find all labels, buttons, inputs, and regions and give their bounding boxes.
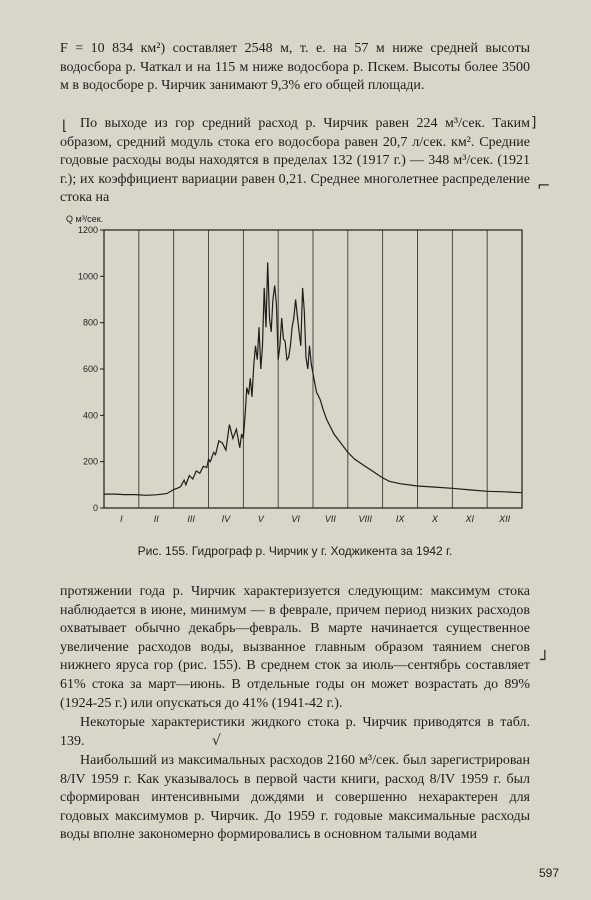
y-tick-label: 1200: [77, 225, 98, 235]
y-axis-label: Q м³/сек.: [66, 214, 104, 224]
x-tick-label: VIII: [358, 514, 373, 524]
paragraph-table-reference: Некоторые характеристики жидкого стока р. Чирчик приводятся в табл. 139.: [60, 715, 530, 749]
x-tick-label: IX: [395, 514, 405, 524]
x-tick-label: I: [120, 514, 123, 524]
pencil-bracket-mark: ⌊: [62, 118, 68, 134]
paragraph-max-discharge: Наибольший из максимальных расходов 2160 м³/сек. был зарегистрирован 8/IV 1959 г. Как указывалось в первой части книги, расход 8/IV 1959 г. был сформирован интенсивными дождями и совершенно нехарактерен для годовых максимумов р. Чирчик. До 1959 г. годовые максимальные расходы воды вполне закономерно формировались в основном талыми водами: [60, 753, 530, 843]
x-tick-label: X: [431, 514, 438, 524]
x-tick-label: VI: [291, 514, 300, 524]
pencil-bracket-mark: ┘: [540, 650, 550, 669]
hydrograph-chart: [60, 208, 532, 538]
figure-caption: Рис. 155. Гидрограф р. Чирчик у г. Ходжикента за 1942 г.: [137, 544, 453, 558]
pencil-check-mark: √: [212, 733, 221, 749]
y-tick-label: 0: [92, 503, 98, 513]
paragraph-mean-discharge: По выходе из гор средний расход р. Чирчик равен 224 м³/сек. Таким образом, средний модуль стока его водосбора равен 20,7 л/сек. км². Средние годовые расходы воды находятся в пределах 132 (1917 г.) — 348 м³/сек. (1921 г.); их коэффициент вариации равен 0,21. Среднее многолетнее распределение стока на: [60, 116, 530, 206]
paragraph-intro: F = 10 834 км²) составляет 2548 м, т. е. на 57 м ниже средней высоты водосбора р. Чаткал и на 115 м ниже водосбора р. Пскем. Высоты более 3500 м в водосборе р. Чирчик занимают 9,3% его общей площади.: [60, 41, 530, 94]
y-tick-label: 1000: [77, 271, 98, 282]
x-tick-label: VII: [324, 514, 336, 524]
y-tick-label: 600: [82, 364, 98, 374]
page-number: 597: [538, 866, 559, 880]
x-tick-label: IV: [221, 514, 231, 524]
pencil-bracket-mark: ]: [531, 115, 537, 131]
y-tick-label: 200: [82, 456, 98, 467]
x-tick-label: II: [153, 514, 159, 524]
y-tick-label: 800: [82, 317, 98, 328]
hydrograph-figure: [60, 208, 532, 538]
x-tick-label: XII: [499, 514, 511, 524]
x-tick-label: XI: [465, 514, 475, 524]
x-tick-label: III: [187, 514, 195, 524]
y-tick-label: 400: [82, 410, 98, 421]
paragraph-annual-distribution: протяжении года р. Чирчик характеризуется следующим: максимум стока наблюдается в июне, минимум — в феврале, причем период низких расходов охватывает обычно декабрь—февраль. В марте начинается существенное увеличение расходов воды, вызванное главным образом таянием снегов нижнего яруса гор (рис. 155). В среднем сток за июль—сентябрь составляет 61% стока за март—июнь. В отдельные годы он может возрастать до 89% (1924-25 г.) или опускаться до 41% (1941-42 г.).: [60, 584, 530, 711]
pencil-tick-mark: ⌐: [537, 176, 551, 195]
x-tick-label: V: [257, 514, 264, 524]
